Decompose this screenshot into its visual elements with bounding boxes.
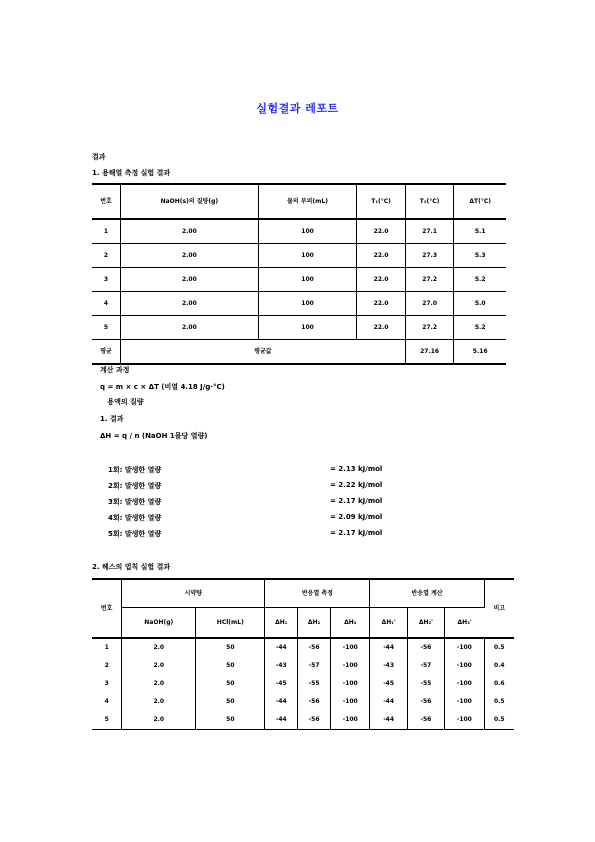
result-value: = 2.09 kJ/mol (330, 513, 383, 521)
table-row (92, 693, 514, 711)
table-cell: 50 (196, 693, 265, 711)
table-cell: -56 (407, 711, 444, 730)
table-cell: 0.5 (493, 698, 505, 706)
note-line: 용액의 질량 (100, 398, 144, 406)
table-cell: 2.0 (122, 657, 196, 675)
table-cell: 2.0 (122, 675, 196, 693)
note-line: 1. 결과 (100, 415, 124, 423)
table-cell: -44 (265, 711, 298, 730)
table-cell: 100 (258, 219, 357, 244)
table-header: 시약량 (122, 579, 265, 608)
table-row (92, 638, 514, 657)
table-cell: -57 (407, 657, 444, 675)
table2-caption: 2. 헤스의 법칙 실험 결과 (92, 563, 171, 571)
result-value: = 2.22 kJ/mol (330, 481, 383, 489)
table-cell: 5.2 (454, 316, 506, 340)
note-line: ΔH = q / n (NaOH 1몰당 열량) (100, 432, 208, 440)
table-cell: -44 (370, 711, 407, 730)
table-subheader: ΔH₃ (330, 608, 369, 639)
table-cell: 27.1 (405, 219, 454, 244)
table-cell: 50 (196, 675, 265, 693)
table-subheader: HCl(mL) (196, 608, 265, 639)
table-subheader: ΔH₁' (370, 608, 407, 639)
result-label: 4회: 발생한 열량 (108, 514, 162, 522)
table-subheader: NaOH(g) (122, 608, 196, 639)
table-cell: -100 (330, 711, 369, 730)
result-label: 1회: 발생한 열량 (108, 466, 162, 474)
table-cell: 2.00 (120, 316, 258, 340)
table-cell: 0.5 (493, 644, 505, 652)
table-cell: 0.4 (493, 662, 505, 670)
note-line: 계산 과정 (100, 366, 130, 374)
table-subheader: ΔH₂ (298, 608, 331, 639)
table-cell: 0.5 (484, 711, 514, 730)
table-header: T₁(°C) (357, 184, 406, 219)
table-cell: -56 (298, 638, 331, 657)
table-header: 반응열 측정 (265, 579, 370, 608)
table-cell: 100 (258, 244, 357, 268)
table-cell: 2.0 (122, 711, 196, 730)
table-row (92, 219, 506, 244)
table-cell: -100 (445, 711, 484, 730)
table-row (92, 244, 506, 268)
note-line: q = m × c × ΔT (비열 4.18 J/g·°C) (100, 383, 225, 391)
table-cell: 2.00 (120, 244, 258, 268)
table-cell: 4 (92, 292, 120, 316)
section-label: 결과 (92, 153, 106, 161)
result-value: = 2.17 kJ/mol (330, 497, 383, 505)
table-row-average (92, 340, 506, 365)
table-cell: -43 (370, 657, 407, 675)
table-cell: 22.0 (357, 244, 406, 268)
result-value: = 2.17 kJ/mol (330, 529, 383, 537)
table-cell: 5 (92, 316, 120, 340)
table-cell: 4 (92, 693, 122, 711)
table-cell: 100 (258, 268, 357, 292)
document-title: 실험결과 레포트 (256, 102, 339, 115)
table-cell: 27.2 (405, 268, 454, 292)
table-cell: -100 (445, 693, 484, 711)
table-cell: -44 (265, 693, 298, 711)
table-header: 번호 (92, 579, 122, 638)
table-cell: 2 (92, 244, 120, 268)
table-row (92, 657, 514, 675)
table-cell: -56 (407, 693, 444, 711)
table-cell: -45 (265, 675, 298, 693)
table-cell: -44 (370, 693, 407, 711)
table-row (92, 711, 514, 730)
table1-caption: 1. 용해열 측정 실험 결과 (92, 169, 171, 177)
result-label: 5회: 발생한 열량 (108, 530, 162, 538)
table-cell: -56 (298, 693, 331, 711)
table-cell: 22.0 (357, 268, 406, 292)
hess-law-table (92, 578, 514, 730)
table-cell: 50 (196, 657, 265, 675)
table-cell: 5.16 (454, 340, 506, 365)
table-cell: 27.0 (405, 292, 454, 316)
table-cell: 2.00 (120, 292, 258, 316)
table-cell: -100 (445, 657, 484, 675)
table-cell: -56 (407, 638, 444, 657)
table-cell: 27.3 (405, 244, 454, 268)
table-cell: 27.16 (405, 340, 454, 365)
table-cell: 100 (258, 292, 357, 316)
table-cell: -100 (330, 638, 369, 657)
table-row (92, 675, 514, 693)
table-cell: -100 (445, 675, 484, 693)
table-cell: -55 (298, 675, 331, 693)
table-cell: 50 (196, 711, 265, 730)
table-cell: 5 (92, 711, 122, 730)
table-cell: 5.1 (454, 219, 506, 244)
result-label: 3회: 발생한 열량 (108, 498, 162, 506)
table-cell: 22.0 (357, 316, 406, 340)
table-cell: -57 (298, 657, 331, 675)
result-value: = 2.13 kJ/mol (330, 465, 383, 473)
table-cell: -100 (445, 638, 484, 657)
table-row (92, 268, 506, 292)
table-header: 비고 (484, 579, 514, 638)
table-cell: 100 (258, 316, 357, 340)
table-subheader: ΔH₁ (265, 608, 298, 639)
table-cell: 5.0 (454, 292, 506, 316)
table-header: T₂(°C) (405, 184, 454, 219)
table-cell: 27.2 (405, 316, 454, 340)
table-cell: 5.2 (454, 268, 506, 292)
table-cell: 5.3 (454, 244, 506, 268)
table-header: 번호 (92, 184, 120, 219)
table-cell: -100 (330, 657, 369, 675)
table-subheader: ΔH₃' (445, 608, 484, 639)
heat-of-solution-table (92, 183, 506, 365)
table-cell: 2.00 (120, 268, 258, 292)
table-cell: -55 (407, 675, 444, 693)
table-cell: 평균 (92, 340, 120, 365)
table-cell: -44 (265, 638, 298, 657)
table-cell: 2.0 (122, 638, 196, 657)
table-header: NaOH(s)의 질량(g) (120, 184, 258, 219)
table-cell: 평균값 (120, 340, 405, 365)
table-cell: 0.6 (493, 680, 505, 688)
table-cell: 3 (92, 675, 122, 693)
table-cell: 2.00 (120, 219, 258, 244)
result-label: 2회: 발생한 열량 (108, 482, 162, 490)
table-row (92, 292, 506, 316)
table-cell: -45 (370, 675, 407, 693)
table-cell: -100 (330, 693, 369, 711)
table-header: 반응열 계산 (370, 579, 484, 608)
table-cell: 3 (92, 268, 120, 292)
table-header: ΔT(°C) (454, 184, 506, 219)
table-cell: -43 (265, 657, 298, 675)
table-header: 물의 부피(mL) (258, 184, 357, 219)
table-row (92, 316, 506, 340)
table-cell: -100 (330, 675, 369, 693)
table-subheader: ΔH₂' (407, 608, 444, 639)
table-cell: 2.0 (122, 693, 196, 711)
table-cell: 22.0 (357, 292, 406, 316)
table-cell: -44 (370, 638, 407, 657)
table-cell: 22.0 (357, 219, 406, 244)
table-cell: 1 (92, 638, 122, 657)
table-cell: 50 (196, 638, 265, 657)
table-cell: 2 (92, 657, 122, 675)
table-cell: -56 (298, 711, 331, 730)
table-cell: 1 (92, 219, 120, 244)
